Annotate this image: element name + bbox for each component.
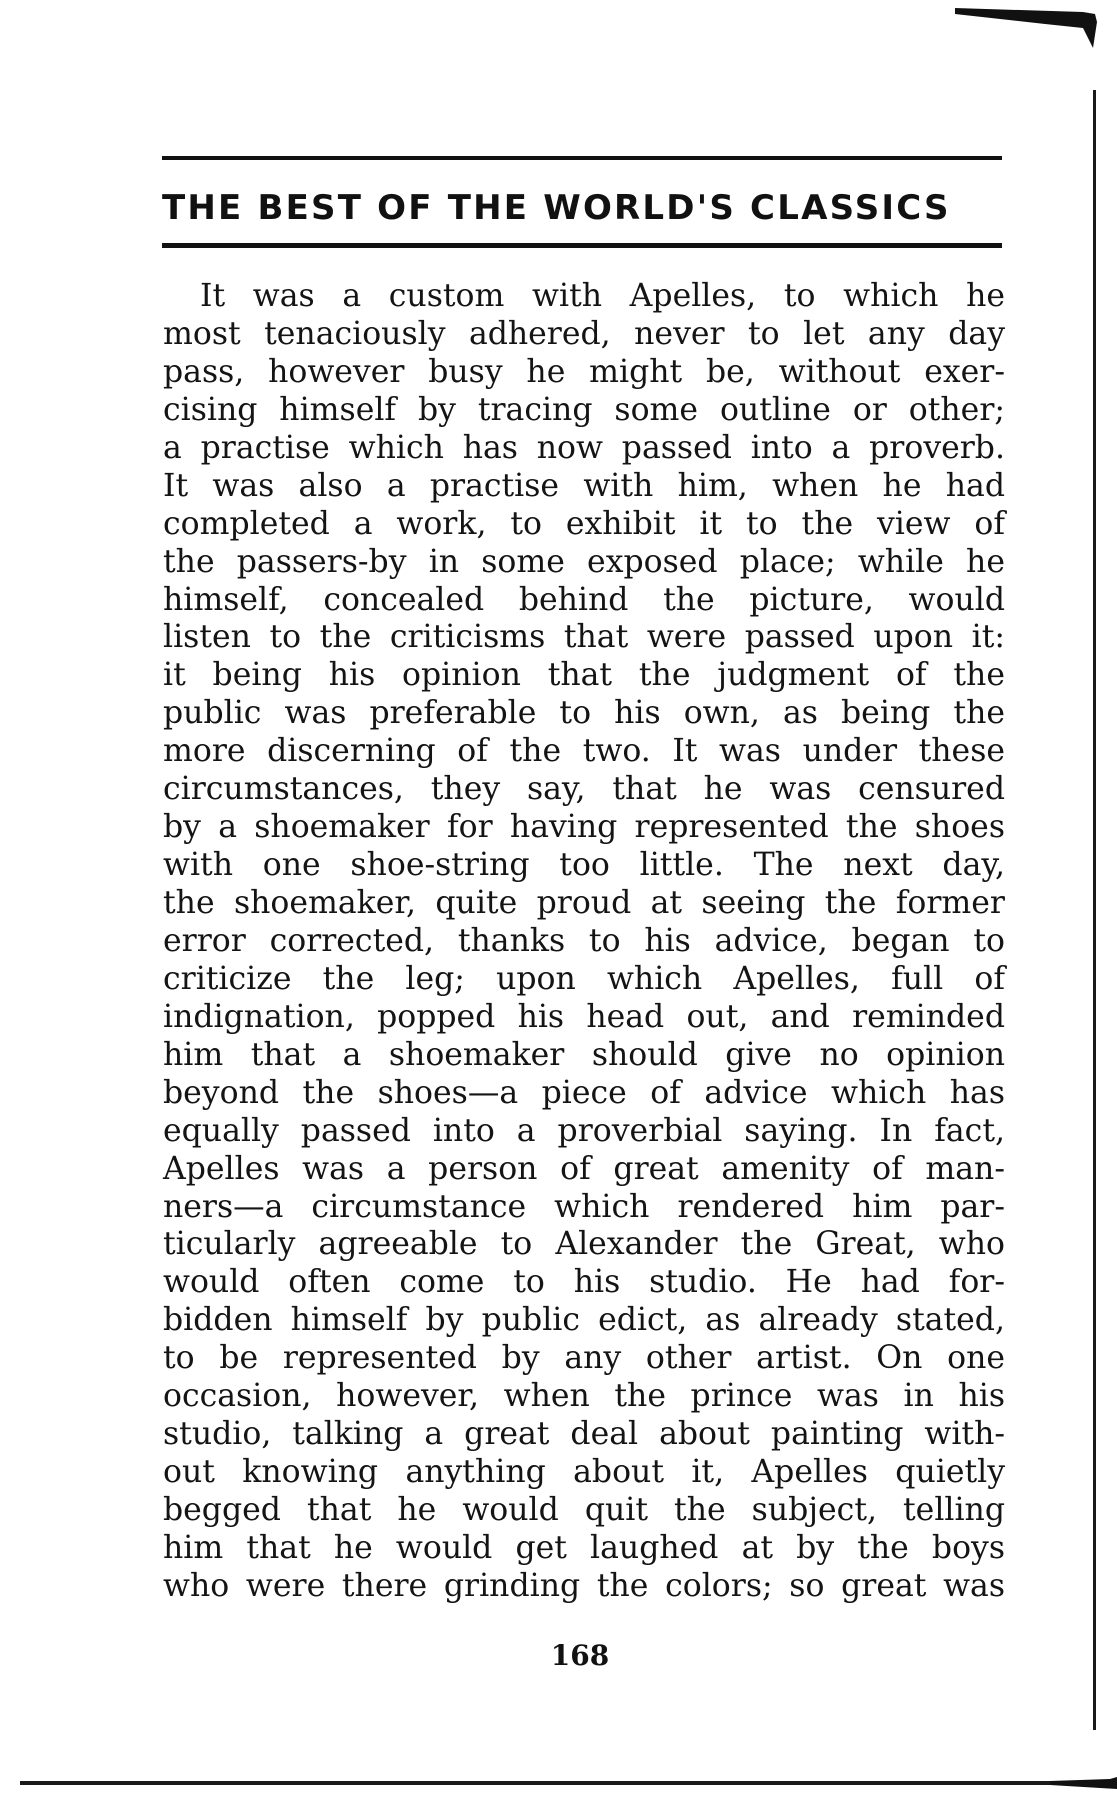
text-line: error corrected, thanks to his advice, began to <box>163 922 1005 959</box>
text-line: the shoemaker, quite proud at seeing the former <box>163 885 1005 921</box>
text-line: him that he would get laughed at by the boys <box>163 1529 1005 1566</box>
text-line: would often come to his studio. He had for- <box>163 1264 1005 1301</box>
text-line: cising himself by tracing some outline or other; <box>163 391 1005 428</box>
text-line: It was a custom with Apelles, to which he <box>200 278 1005 314</box>
text-line: beyond the shoes—a piece of advice which has <box>163 1074 1005 1111</box>
page-number: 168 <box>550 1639 610 1672</box>
text-line: out knowing anything about it, Apelles quietly <box>163 1454 1005 1491</box>
text-line: Apelles was a person of great amenity of man- <box>163 1150 1005 1187</box>
text-line: to be represented by any other artist. On one <box>163 1340 1005 1377</box>
text-line: equally passed into a proverbial saying. In fact, <box>163 1112 1005 1149</box>
text-line: him that a shoemaker should give no opinion <box>163 1036 1005 1073</box>
text-line: ticularly agreeable to Alexander the Great, who <box>163 1226 1005 1263</box>
page-corner-mark-top <box>955 0 1100 70</box>
text-line: ners—a circumstance which rendered him par- <box>163 1188 1005 1225</box>
text-line: circumstances, they say, that he was censured <box>163 771 1005 808</box>
text-line: it being his opinion that the judgment of the <box>163 657 1005 694</box>
text-line: public was preferable to his own, as being the <box>163 695 1005 732</box>
page-edge-right <box>1093 90 1096 1730</box>
running-head: THE BEST OF THE WORLD'S CLASSICS <box>162 188 951 228</box>
page-corner-mark-bottom <box>1050 1755 1117 1790</box>
text-line: occasion, however, when the prince was in his <box>163 1378 1005 1415</box>
text-line: begged that he would quit the subject, telling <box>163 1492 1005 1528</box>
text-line: completed a work, to exhibit it to the view of <box>163 505 1005 542</box>
text-line: studio, talking a great deal about painting with- <box>163 1416 1005 1453</box>
text-line: himself, concealed behind the picture, would <box>163 581 1005 618</box>
text-line: criticize the leg; upon which Apelles, full of <box>163 960 1005 997</box>
text-line: It was also a practise with him, when he had <box>163 467 1005 504</box>
text-line: more discerning of the two. It was under these <box>163 733 1005 770</box>
text-line: the passers-by in some exposed place; while he <box>163 543 1005 580</box>
page-edge-bottom <box>20 1781 1070 1785</box>
text-line: most tenaciously adhered, never to let any day <box>163 315 1005 352</box>
text-line: pass, however busy he might be, without exer- <box>163 353 1005 390</box>
header-rule-top <box>162 156 1002 160</box>
text-line: a practise which has now passed into a proverb. <box>163 429 1005 466</box>
header-rule-bottom <box>162 243 1002 248</box>
text-line: indignation, popped his head out, and reminded <box>163 998 1005 1035</box>
text-line: who were there grinding the colors; so great was <box>163 1567 1005 1604</box>
text-line: by a shoemaker for having represented the shoes <box>163 809 1005 846</box>
body-text <box>163 278 1005 1606</box>
text-line: with one shoe-string too little. The next day, <box>163 847 1005 884</box>
text-line: listen to the criticisms that were passed upon it: <box>163 619 1005 656</box>
text-line: bidden himself by public edict, as already stated, <box>163 1302 1005 1339</box>
